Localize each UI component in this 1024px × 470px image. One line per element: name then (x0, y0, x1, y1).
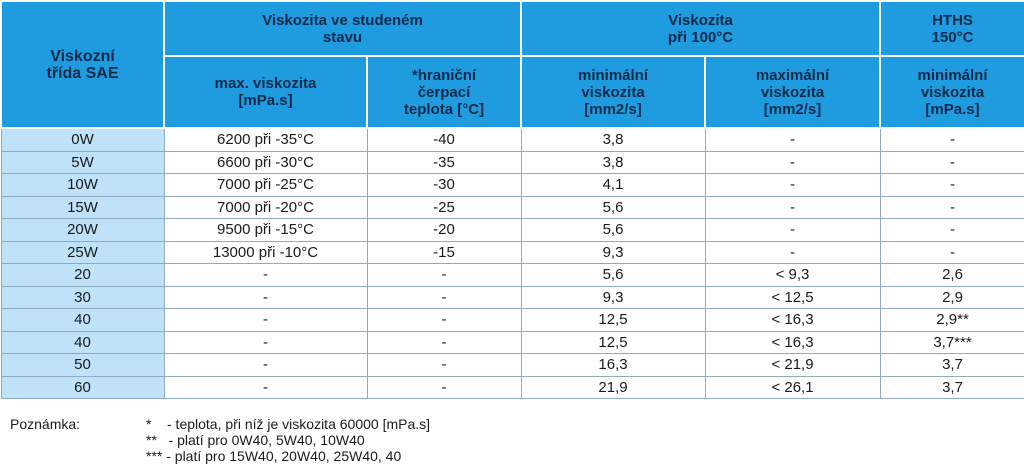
pump-temperature-cell: -25 (367, 196, 521, 219)
hths-cell: - (880, 219, 1024, 242)
header-min-kinematic-viscosity: minimální viskozita [mm2/s] (521, 56, 705, 128)
table-row (1, 354, 1024, 377)
footnote-line: ** - platí pro 0W40, 5W40, 10W40 (146, 432, 365, 448)
min-viscosity-cell: 5,6 (521, 219, 705, 242)
hths-cell: - (880, 196, 1024, 219)
sae-class-cell: 60 (1, 376, 164, 399)
table-row (1, 196, 1024, 219)
pump-temperature-cell: - (367, 264, 521, 287)
pump-temperature-cell: -35 (367, 151, 521, 174)
footnote-lines (146, 416, 430, 464)
pump-temperature-cell: - (367, 331, 521, 354)
sae-class-cell: 25W (1, 241, 164, 264)
sae-class-cell: 30 (1, 286, 164, 309)
header-min-hths-viscosity: minimální viskozita [mPa.s] (880, 56, 1024, 128)
footnote-line: *** - platí pro 15W40, 20W40, 25W40, 40 (146, 448, 402, 464)
hths-cell: 2,6 (880, 264, 1024, 287)
sae-class-cell: 50 (1, 354, 164, 377)
footnote-line: * - teplota, při níž je viskozita 60000 [mPa.s] (146, 416, 431, 432)
pump-temperature-cell: - (367, 376, 521, 399)
max-viscosity-cell: - (164, 331, 367, 354)
footnote (0, 410, 1024, 470)
max-viscosity-cell: - (164, 286, 367, 309)
table-row (1, 286, 1024, 309)
table-row (1, 241, 1024, 264)
max-viscosity-cell: 6600 při -30°C (164, 151, 367, 174)
pump-temperature-cell: -15 (367, 241, 521, 264)
max-viscosity-cell: - (164, 264, 367, 287)
table-row (1, 128, 1024, 151)
header-pump-temperature: *hraniční čerpací teplota [°C] (367, 56, 521, 128)
hths-cell: - (880, 174, 1024, 197)
header-max-kinematic-viscosity: maximální viskozita [mm2/s] (705, 56, 880, 128)
pump-temperature-cell: -30 (367, 174, 521, 197)
min-viscosity-cell: 16,3 (521, 354, 705, 377)
min-viscosity-cell: 5,6 (521, 264, 705, 287)
table-row (1, 151, 1024, 174)
min-viscosity-cell: 12,5 (521, 309, 705, 332)
max-viscosity-cell: - (164, 354, 367, 377)
pump-temperature-cell: -20 (367, 219, 521, 242)
hths-cell: 3,7*** (880, 331, 1024, 354)
max-kinematic-cell: < 16,3 (705, 309, 880, 332)
max-viscosity-cell: 7000 při -20°C (164, 196, 367, 219)
min-viscosity-cell: 3,8 (521, 151, 705, 174)
table-row (1, 376, 1024, 399)
header-viscosity-100c: Viskozita při 100°C (521, 1, 880, 56)
min-viscosity-cell: 9,3 (521, 286, 705, 309)
max-kinematic-cell: - (705, 219, 880, 242)
header-cold-viscosity: Viskozita ve studeném stavu (164, 1, 521, 56)
sae-class-cell: 10W (1, 174, 164, 197)
max-viscosity-cell: 6200 při -35°C (164, 128, 367, 151)
table-row (1, 219, 1024, 242)
max-viscosity-cell: 9500 při -15°C (164, 219, 367, 242)
hths-cell: - (880, 151, 1024, 174)
min-viscosity-cell: 21,9 (521, 376, 705, 399)
max-kinematic-cell: < 9,3 (705, 264, 880, 287)
header-max-viscosity: max. viskozita [mPa.s] (164, 56, 367, 128)
hths-cell: - (880, 241, 1024, 264)
max-kinematic-cell: - (705, 128, 880, 151)
hths-cell: 2,9** (880, 309, 1024, 332)
max-kinematic-cell: - (705, 196, 880, 219)
sae-class-cell: 40 (1, 331, 164, 354)
hths-cell: 2,9 (880, 286, 1024, 309)
sae-class-cell: 20W (1, 219, 164, 242)
min-viscosity-cell: 9,3 (521, 241, 705, 264)
table-row (1, 309, 1024, 332)
sae-class-cell: 0W (1, 128, 164, 151)
sae-class-cell: 40 (1, 309, 164, 332)
min-viscosity-cell: 12,5 (521, 331, 705, 354)
min-viscosity-cell: 3,8 (521, 128, 705, 151)
max-kinematic-cell: - (705, 174, 880, 197)
max-kinematic-cell: - (705, 241, 880, 264)
sae-class-cell: 20 (1, 264, 164, 287)
max-viscosity-cell: - (164, 309, 367, 332)
sae-class-cell: 15W (1, 196, 164, 219)
pump-temperature-cell: - (367, 309, 521, 332)
max-kinematic-cell: < 16,3 (705, 331, 880, 354)
pump-temperature-cell: -40 (367, 128, 521, 151)
header-row-groups (1, 1, 1024, 56)
max-viscosity-cell: 7000 při -25°C (164, 174, 367, 197)
table-row (1, 264, 1024, 287)
table-row (1, 331, 1024, 354)
sae-class-cell: 5W (1, 151, 164, 174)
max-kinematic-cell: < 21,9 (705, 354, 880, 377)
footnote-label: Poznámka: (10, 416, 81, 432)
max-kinematic-cell: - (705, 151, 880, 174)
pump-temperature-cell: - (367, 286, 521, 309)
hths-cell: 3,7 (880, 376, 1024, 399)
max-kinematic-cell: < 12,5 (705, 286, 880, 309)
hths-cell: 3,7 (880, 354, 1024, 377)
header-hths: HTHS 150°C (880, 1, 1024, 56)
hths-cell: - (880, 128, 1024, 151)
min-viscosity-cell: 5,6 (521, 196, 705, 219)
header-sae-class: Viskozní třída SAE (1, 1, 164, 128)
table-row (1, 174, 1024, 197)
min-viscosity-cell: 4,1 (521, 174, 705, 197)
pump-temperature-cell: - (367, 354, 521, 377)
max-viscosity-cell: 13000 při -10°C (164, 241, 367, 264)
max-viscosity-cell: - (164, 376, 367, 399)
max-kinematic-cell: < 26,1 (705, 376, 880, 399)
